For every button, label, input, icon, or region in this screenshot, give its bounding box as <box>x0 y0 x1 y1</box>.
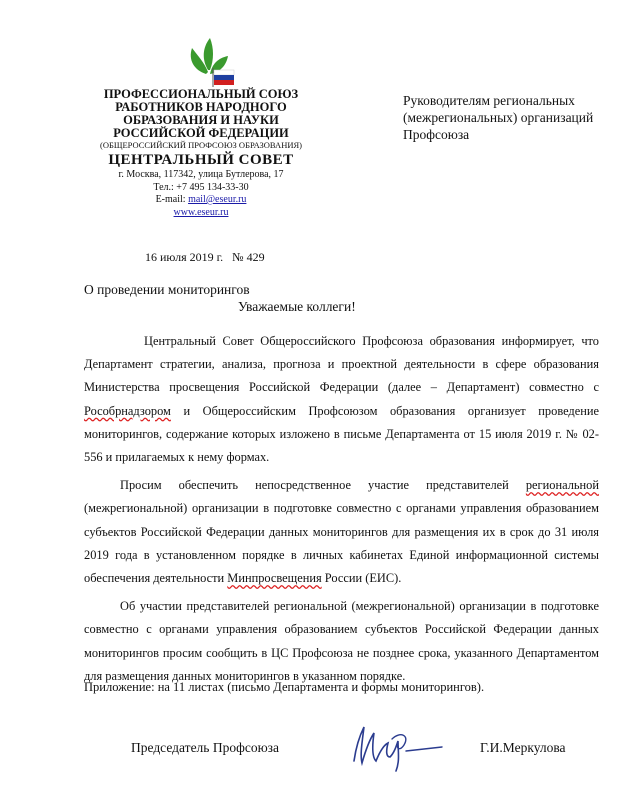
website-link[interactable]: www.eseur.ru <box>173 206 229 218</box>
letter-subject: О проведении мониторингов <box>84 282 250 297</box>
email-link[interactable]: mail@eseur.ru <box>188 194 247 205</box>
attachment-note: Приложение: на 11 листах (письмо Департамента и формы мониторингов). <box>84 680 485 694</box>
org-subtitle: (ОБЩЕРОССИЙСКИЙ ПРОФСОЮЗ ОБРАЗОВАНИЯ) <box>100 140 302 150</box>
spellcheck-word: Рособрнадзором <box>84 403 171 418</box>
org-name-line: РОССИЙСКОЙ ФЕДЕРАЦИИ <box>113 126 289 140</box>
letter-date-number <box>145 250 265 265</box>
spellcheck-word: региональной <box>525 478 599 493</box>
letter-body <box>84 330 599 693</box>
org-phone: Тел.: +7 495 134-33-30 <box>153 181 249 193</box>
org-name-line: ОБРАЗОВАНИЯ И НАУКИ <box>123 113 279 127</box>
recipient-line: Профсоюза <box>403 127 470 142</box>
org-website-line <box>96 207 306 220</box>
letter-date: 16 июля 2019 г. <box>145 250 224 264</box>
org-address: г. Москва, 117342, улица Бутлерова, 17 <box>118 169 284 180</box>
council-title: ЦЕНТРАЛЬНЫЙ СОВЕТ <box>108 152 294 168</box>
email-label: E-mail: <box>155 194 189 205</box>
signer-name: Г.И.Меркулова <box>480 740 566 755</box>
recipient-line: Руководителям региональных <box>403 93 575 108</box>
union-logo <box>184 34 240 88</box>
recipient-block <box>403 92 623 143</box>
org-name-line: РАБОТНИКОВ НАРОДНОГО <box>115 100 287 114</box>
body-paragraph: Просим обеспечить непосредственное участие представителей региональной (межрегиональной) организации в подготовке совместно с органами управления образованием субъектов Российской Федерации данных мониторингов для размещения их в срок до 31 июля 2019 года в установленном порядке в личных кабинетах Единой информационной системы обеспечения деятельности Минпросвещения России (ЕИС). <box>84 478 599 586</box>
signer-position: Председатель Профсоюза <box>131 740 279 755</box>
org-email-line <box>96 194 306 207</box>
spellcheck-word: Минпросвещения <box>227 571 322 586</box>
org-name-line: ПРОФЕССИОНАЛЬНЫЙ СОЮЗ <box>103 87 299 101</box>
letter-greeting: Уважаемые коллеги! <box>238 299 356 314</box>
organization-header <box>96 88 306 219</box>
recipient-line: (межрегиональных) организаций <box>403 110 594 125</box>
handwritten-signature <box>340 717 450 775</box>
body-paragraph: Центральный Совет Общероссийского Профсоюза образования информирует, что Департамент стратегии, анализа, прогноза и проектной деятельности в сфере образования Министерства просвещения Российской Федерации (далее – Департамент) совместно с Рособрнадзором и Общероссийским Профсоюзом образования организует проведение мониторингов, содержание которых изложено в письме Департамента от 15 июля 2019 г. № 02-556 и прилагаемых к нему формах. <box>84 334 599 465</box>
body-paragraph: Об участии представителей региональной (межрегиональной) организации в подготовке совместно с органами управления образованием субъектов Российской Федерации данных мониторингов просим сообщить в ЦС Профсоюза не позднее срока, указанного Департаментом для размещения данных мониторингов в указанном порядке. <box>84 599 599 683</box>
letter-number: № 429 <box>232 250 265 264</box>
